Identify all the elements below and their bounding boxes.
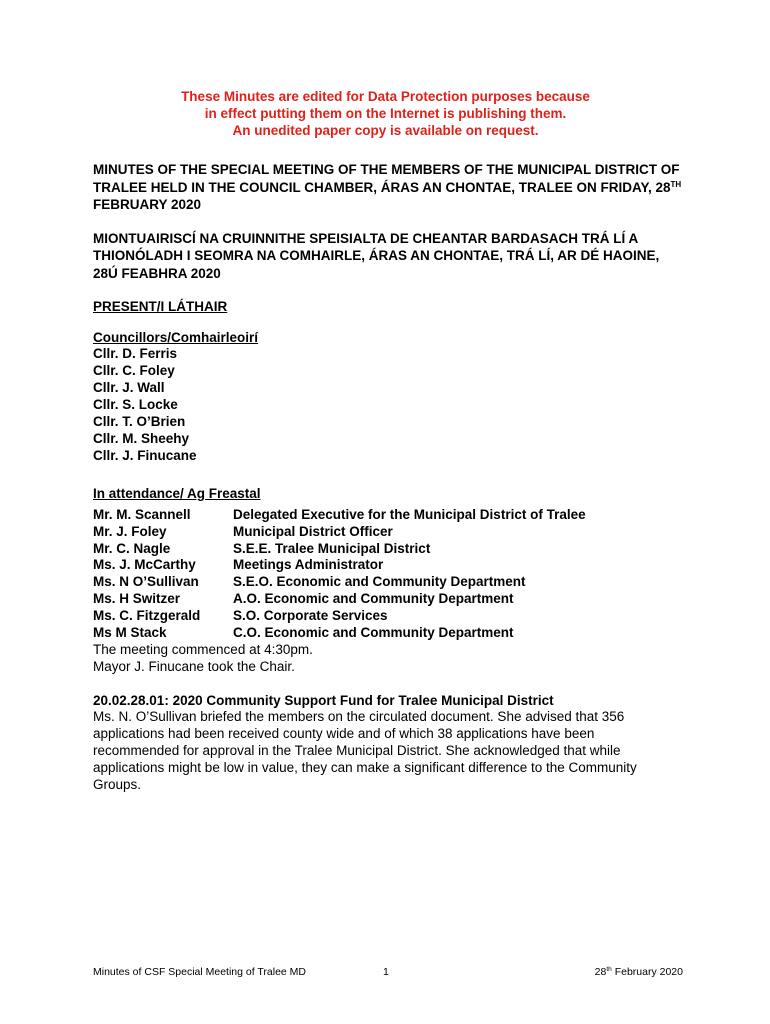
title-tail: FEBRUARY 2020: [93, 197, 202, 212]
data-protection-notice: [93, 88, 678, 139]
minutes-title-english: [93, 161, 683, 214]
councillor-item: Cllr. C. Foley: [93, 363, 175, 378]
footer-date-tail: February 2020: [611, 966, 683, 978]
notice-line: These Minutes are edited for Data Protection purposes because: [181, 89, 590, 104]
attendee-name: Mr. M. Scannell: [93, 507, 191, 522]
attendee-role: S.E.E. Tralee Municipal District: [233, 540, 431, 556]
agenda-item-heading: 20.02.28.01: 2020 Community Support Fund for Tralee Municipal District: [93, 693, 554, 709]
councillor-item: Cllr. J. Wall: [93, 380, 165, 395]
attendee-name: Mr. J. Foley: [93, 523, 167, 539]
footer-date-day: 28: [594, 966, 607, 978]
councillor-item: Cllr. S. Locke: [93, 397, 178, 412]
notice-line: in effect putting them on the Internet is publishing them.: [204, 106, 567, 121]
attendee-name: Ms M Stack: [93, 624, 167, 640]
attendance-row: [93, 625, 586, 642]
chair-text: Mayor J. Finucane took the Chair.: [93, 659, 295, 675]
attendance-row: [93, 574, 586, 591]
attendee-name: Ms. N O’Sullivan: [93, 574, 199, 590]
notice-line: An unedited paper copy is available on request.: [232, 123, 539, 138]
attendance-row: [93, 557, 586, 574]
attendance-row: [93, 608, 586, 625]
councillors-list: [93, 345, 683, 464]
attendance-row: [93, 541, 586, 558]
title-superscript: TH: [670, 179, 682, 189]
present-heading: PRESENT/I LÁTHAIR: [93, 299, 228, 314]
attendee-role: C.O. Economic and Community Department: [233, 624, 514, 640]
minutes-title-irish: MIONTUAIRISCÍ NA CRUINNITHE SPEISIALTA DE CHEANTAR BARDASACH TRÁ LÍ A THIONÓLADH I SEOMRA NA COMHAIRLE, ÁRAS AN CHONTAE, TRÁ LÍ, AR DÉ HAOINE, 28Ú FEABHRA 2020: [93, 230, 660, 281]
attendance-row: [93, 507, 586, 524]
footer-page-number: 1: [383, 966, 389, 978]
attendee-role: Municipal District Officer: [233, 523, 393, 539]
title-main: MINUTES OF THE SPECIAL MEETING OF THE MEMBERS OF THE MUNICIPAL DISTRICT OF TRALEE HELD IN THE COUNCIL CHAMBER, ÁRAS AN CHONTAE, TRALEE ON FRIDAY, 28: [93, 162, 680, 195]
footer-date-superscript: th: [606, 966, 612, 973]
councillor-item: Cllr. T. O’Brien: [93, 414, 186, 429]
councillor-item: Cllr. D. Ferris: [93, 346, 178, 361]
attendance-row: [93, 591, 586, 608]
attendee-name: Mr. C. Nagle: [93, 540, 171, 556]
councillor-item: Cllr. M. Sheehy: [93, 431, 190, 446]
meeting-commenced-text: The meeting commenced at 4:30pm.: [93, 642, 313, 658]
attendance-row: [93, 524, 586, 541]
document-page: [93, 88, 683, 793]
footer-date: [595, 966, 683, 978]
attendee-role: A.O. Economic and Community Department: [233, 590, 514, 606]
attendee-role: S.E.O. Economic and Community Department: [233, 574, 526, 590]
page-footer: [93, 966, 683, 982]
attendee-name: Ms. J. McCarthy: [93, 557, 196, 573]
footer-document-title: Minutes of CSF Special Meeting of Tralee MD: [93, 966, 307, 978]
agenda-item-body: Ms. N. O’Sullivan briefed the members on the circulated document. She advised that 356 applications had been received county wide and of which 38 applications have been recommended for approval in the Tralee Municipal District. She acknowledged that while applications might be low in value, they can make a significant difference to the Community Groups.: [93, 709, 637, 793]
attendance-heading: In attendance/ Ag Freastal: [93, 486, 261, 501]
attendance-table: [93, 507, 586, 641]
attendee-role: Meetings Administrator: [233, 557, 384, 573]
attendee-name: Ms. C. Fitzgerald: [93, 607, 201, 623]
attendee-role: S.O. Corporate Services: [233, 607, 388, 623]
attendee-name: Ms. H Switzer: [93, 590, 181, 606]
councillors-heading: Councillors/Comhairleoirí: [93, 330, 259, 345]
attendee-role: Delegated Executive for the Municipal District of Tralee: [233, 507, 586, 522]
councillor-item: Cllr. J. Finucane: [93, 448, 197, 463]
